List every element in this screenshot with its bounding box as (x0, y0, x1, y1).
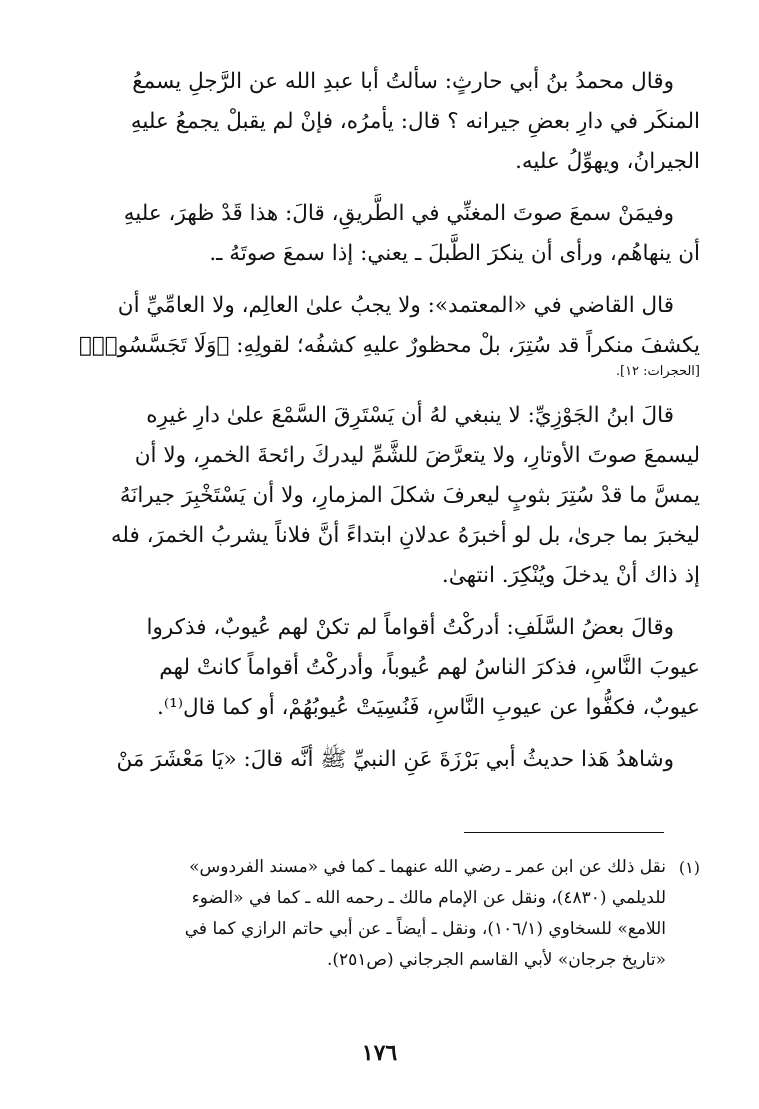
paragraph-2: وفيمَنْ سمعَ صوتَ المغنِّي في الطَّريقِ، قالَ: هذا قَدْ ظهرَ، عليهِ أن ينهاهُم، ورأى أن ينكرَ الطَّبلَ ـ يعني: إذا سمعَ صوتَهُ ـ. (123, 201, 700, 266)
paragraph-3 (68, 286, 700, 382)
footnote (68, 852, 700, 976)
paragraph-3-text: قال القاضي في «المعتمد»: ولا يجبُ علىٰ العالِم، ولا العامِّيِّ أن يكشفَ منكراً قد سُتِرَ، بلْ محظورٌ عليهِ كشفُه؛ لقولِهِ: ﴿وَلَا تَجَسَّسُوا۟﴾ (78, 293, 700, 358)
paragraph-4: قالَ ابنُ الجَوْزِيِّ: لا ينبغي لهُ أن يَسْتَرِقَ السَّمْعَ علىٰ دارِ غيرِه ليسمعَ صوتَ الأوتارِ، ولا يتعرَّضَ للشَّمِّ ليدركَ رائحةَ الخمرِ، ولا أن يمسَّ ما قدْ سُتِرَ بثوبٍ ليعرفَ شكلَ المزمارِ، ولا أن يَسْتَخْبِرَ جيرانَهُ ليخبرَ بما جرىٰ، بل لو أخبرَهُ عدلانِ ابتداءً أنَّ فلاناً يشربُ الخمرَ، فله إذ ذاك أنْ يدخلَ ويُنْكِرَ. انتهىٰ. (110, 403, 700, 588)
paragraph-5: وقالَ بعضُ السَّلَفِ: أدركْتُ أقواماً لم تكنْ لهم عُيوبٌ، فذكروا عيوبَ النَّاسِ، فذكرَ الناسُ لهم عُيوباً، وأدركْتُ أقواماً كانتْ لهم عيوبٌ، فكفُّوا عن عيوبِ النَّاسِ، فَنُسِيَتْ عُيوبُهُمْ، أو كما قال⁽¹⁾. (146, 615, 700, 720)
page-number: ١٧٦ (361, 1040, 398, 1066)
quran-reference: [الحجرات: ١٢]. (615, 364, 700, 379)
paragraph-6: وشاهدُ هَذا حديثُ أبي بَرْزَةَ عَنِ النبيِّ ﷺ أنَّه قالَ: «يَا مَعْشَرَ مَنْ (116, 747, 674, 772)
footnote-text: نقل ذلك عن ابن عمر ـ رضي الله عنهما ـ كما في «مسند الفردوس» للديلمي (٤٨٣٠)، ونقل عن الإمام مالك ـ رحمه الله ـ كما في «الضوء اللامع» للسخاوي (١٠٦/١)، ونقل ـ أيضاً ـ عن أبي حاتم الرازي كما في «تاريخ جرجان» لأبي القاسم الجرجاني (ص٢٥١). (184, 857, 666, 970)
main-text (68, 62, 700, 792)
footnote-number: (١) (678, 858, 700, 877)
paragraph-1: وقال محمدُ بنُ أبي حارثٍ: سألتُ أبا عبدِ الله عن الرَّجلِ يسمعُ المنكَر في دارِ بعضِ جيرانه ؟ قال: يأمرُه، فإنْ لم يقبلْ يجمعُ عليهِ الجيرانُ، ويهوِّلُ عليه. (130, 69, 700, 174)
footnote-separator (464, 832, 664, 833)
